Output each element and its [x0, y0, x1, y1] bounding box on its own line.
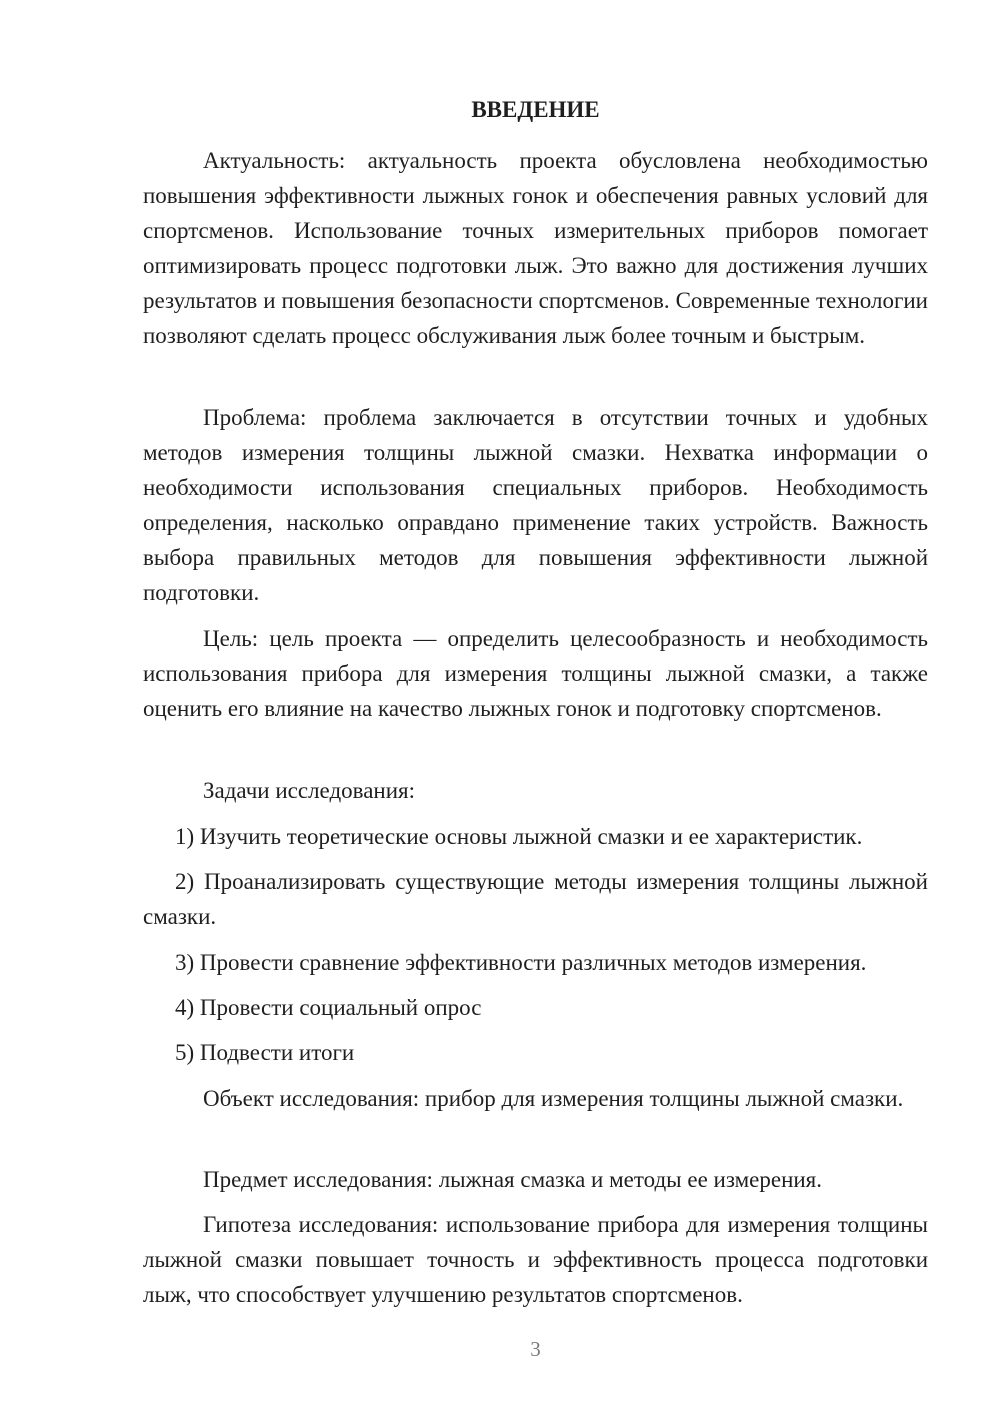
- page-number: 3: [530, 1337, 541, 1361]
- task-item-2: 2) Проанализировать существующие методы измерения толщины лыжной смазки.: [143, 869, 928, 929]
- page-title: ВВЕДЕНИЕ: [471, 97, 600, 122]
- tasks-heading: Задачи исследования:: [203, 778, 416, 803]
- hypothesis-paragraph: Гипотеза исследования: использование прибора для измерения толщины лыжной смазки повышает точность и эффективность процесса подготовки лыж, что способствует улучшению результатов спортсменов.: [143, 1212, 928, 1307]
- problem-paragraph: Проблема: проблема заключается в отсутствии точных и удобных методов измерения толщины лыжной смазки. Нехватка информации о необходимости использования специальных приборов. Необходимость определения, насколько оправдано применение таких устройств. Важность выбора правильных методов для повышения эффективности лыжной подготовки.: [143, 405, 928, 605]
- object-paragraph: Объект исследования: прибор для измерения толщины лыжной смазки.: [203, 1086, 904, 1111]
- document-page: [143, 0, 928, 1414]
- subject-paragraph: Предмет исследования: лыжная смазка и методы ее измерения.: [203, 1167, 823, 1192]
- relevance-paragraph: Актуальность: актуальность проекта обусловлена необходимостью повышения эффективности лыжных гонок и обеспечения равных условий для спортсменов. Использование точных измерительных приборов помогает оптимизировать процесс подготовки лыж. Это важно для достижения лучших результатов и повышения безопасности спортсменов. Современные технологии позволяют сделать процесс обслуживания лыж более точным и быстрым.: [143, 148, 928, 348]
- task-item-5: 5) Подвести итоги: [175, 1040, 355, 1065]
- task-item-3: 3) Провести сравнение эффективности различных методов измерения.: [175, 950, 867, 975]
- task-item-4: 4) Провести социальный опрос: [175, 995, 482, 1020]
- goal-paragraph: Цель: цель проекта — определить целесообразность и необходимость использования прибора для измерения толщины лыжной смазки, а также оценить его влияние на качество лыжных гонок и подготовку спортсменов.: [143, 626, 928, 721]
- task-item-1: 1) Изучить теоретические основы лыжной смазки и ее характеристик.: [175, 824, 863, 849]
